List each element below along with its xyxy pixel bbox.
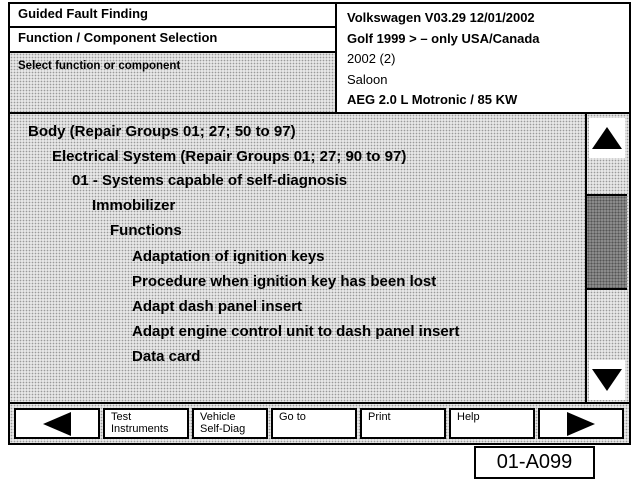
button-bar [10, 404, 629, 443]
tree-item-functions[interactable]: Functions [110, 222, 182, 239]
triangle-down-icon [589, 360, 625, 400]
scroll-thumb[interactable] [587, 194, 627, 290]
tab-guided-label: Guided Fault Finding [18, 6, 148, 21]
scroll-up-button[interactable] [589, 118, 625, 158]
tree-item-electrical-system[interactable]: Electrical System (Repair Groups 01; 27; 90 to 97) [52, 148, 407, 165]
help-button[interactable] [449, 408, 535, 439]
tree-item-self-diagnosis-systems[interactable]: 01 - Systems capable of self-diagnosis [72, 172, 348, 189]
forward-button[interactable] [538, 408, 624, 439]
test-instruments-label: Test Instruments [111, 411, 169, 435]
software-version: Volkswagen V03.29 12/01/2002 [347, 10, 535, 25]
right-arrow-icon [561, 411, 601, 437]
back-button[interactable] [14, 408, 100, 439]
tree-item-immobilizer[interactable]: Immobilizer [92, 197, 176, 214]
prompt-label: Select function or component [18, 60, 181, 72]
vehicle-self-diag-button[interactable] [192, 408, 268, 439]
left-arrow-icon [37, 411, 77, 437]
print-button[interactable] [360, 408, 446, 439]
goto-button[interactable] [271, 408, 357, 439]
model-year: 2002 (2) [347, 51, 396, 66]
print-label: Print [368, 411, 391, 423]
tab-function-component-selection[interactable] [10, 28, 337, 53]
tab-guided-fault-finding[interactable] [10, 4, 337, 28]
tree-item-adaptation-ignition-keys[interactable]: Adaptation of ignition keys [132, 248, 325, 265]
scrollbar[interactable] [587, 114, 629, 404]
scroll-down-button[interactable] [589, 360, 625, 400]
diagnostic-screen [8, 2, 631, 445]
tree-item-data-card[interactable]: Data card [132, 348, 201, 365]
tree-item-adapt-dash-panel[interactable]: Adapt dash panel insert [132, 298, 303, 315]
body-type: Saloon [347, 71, 388, 87]
figure-code: 01-A099 [474, 446, 595, 479]
selection-prompt [10, 53, 337, 114]
test-instruments-button[interactable] [103, 408, 189, 439]
help-label: Help [457, 411, 480, 423]
triangle-up-icon [589, 118, 625, 158]
vehicle-model: Golf 1999 > – only USA/Canada [347, 30, 540, 46]
vehicle-info-panel [337, 4, 629, 114]
tab-function-label: Function / Component Selection [18, 30, 218, 45]
engine-code: AEG 2.0 L Motronic / 85 KW [347, 92, 518, 107]
selection-tree [10, 114, 587, 404]
tree-item-body[interactable]: Body (Repair Groups 01; 27; 50 to 97) [28, 123, 296, 140]
tree-item-ignition-key-lost[interactable]: Procedure when ignition key has been lost [132, 273, 437, 290]
tree-item-adapt-ecu-dash-panel[interactable]: Adapt engine control unit to dash panel insert [132, 323, 460, 340]
vehicle-self-diag-label: Vehicle Self-Diag [200, 411, 246, 435]
goto-label: Go to [279, 411, 306, 423]
